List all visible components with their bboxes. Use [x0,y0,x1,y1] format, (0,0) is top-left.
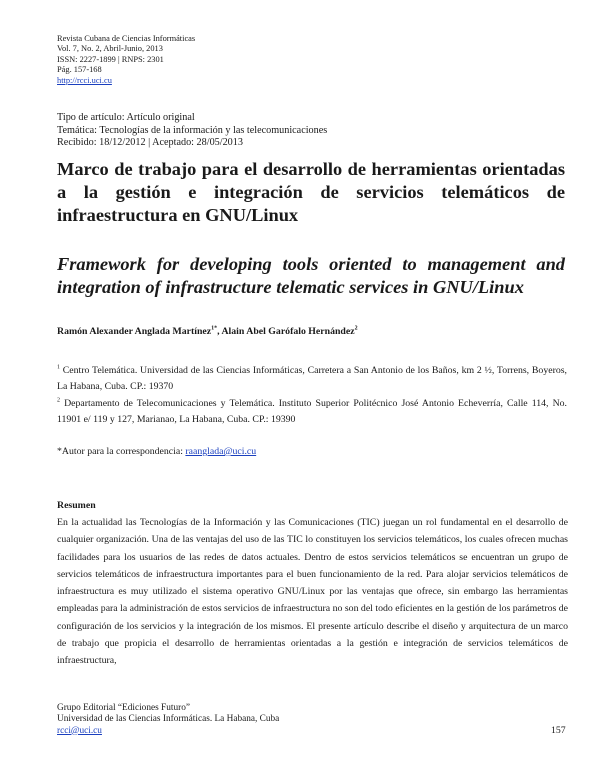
journal-name: Revista Cubana de Ciencias Informáticas [57,34,196,43]
journal-issn: ISSN: 2227-1899 | RNPS: 2301 [57,54,164,64]
article-type: Tipo de artículo: Artículo original [57,112,195,123]
title-english: Framework for developing tools oriented to management and integration of infrastructure telematic services in GNU/Linux [57,254,565,297]
footer-publisher: Grupo Editorial “Ediciones Futuro” [57,703,190,713]
footer-email-link[interactable]: rcci@uci.cu [57,725,102,736]
affiliation-2-text: Departamento de Telecomunicaciones y Telemática. Instituto Superior Politécnico José Antonio Echeverría, Calle 114, No. 11901 e/ 119 y 127, Marianao, La Habana, Cuba. CP.: 19390 [57,398,567,425]
correspondence-email-link[interactable]: raanglada@uci.cu [185,446,257,457]
resumen-body: En la actualidad las Tecnologías de la Información y las Comunicaciones (TIC) juegan un rol fundamental en el desarrollo de cualquier organización. Una de las ventajas del uso de las TIC lo constituyen los servicios telemáticos, los cuales ofrecen muchas facilidades para los usuarios de las redes de datos actuales. Dentro de estos servicios telemáticos se encuentran un grupo de servicios telemáticos de infraestructura importantes para el buen funcionamiento de la red. Para alojar servicios telemáticos de infraestructura es muy utilizado el sistema operativo GNU/Linux por las ventajas que ofrece, sin embargo las herramientas empleadas para la administración de estos servicios de infraestructura no son del todo eficientes en la gestión de los parámetros de configuración de los servicios y la integración de los mismos. El presente artículo describe el diseño y arquitectura de un marco de trabajo que propicia el desarrollo de herramientas orientadas a la gestión e integración de servicios telemáticos de infraestructura, [57,517,568,667]
article-meta [57,112,327,150]
journal-masthead [57,34,195,86]
page-footer [57,703,279,737]
correspondence [57,446,256,457]
affiliation-2 [57,396,567,428]
author-separator: , [217,326,222,337]
correspondence-label: *Autor para la correspondencia: [57,446,186,457]
page-number: 157 [551,725,566,736]
affiliation-1 [57,363,567,395]
title-spanish: Marco de trabajo para el desarrollo de herramientas orientadas a la gestión e integración de servicios telemáticos de infraestructura en GNU/Linux [57,159,565,225]
author-line [57,326,358,337]
author-1: Ramón Alexander Anglada Martínez [57,326,212,337]
author-2-sup: 2 [354,325,358,332]
affiliation-1-text: Centro Telemática. Universidad de las Ciencias Informáticas, Carretera a San Antonio de los Baños, km 2 ½, Torrens, Boyeros, La Habana, Cuba. CP.: 19370 [57,365,567,392]
author-2: Alain Abel Garófalo Hernández [221,326,355,337]
article-theme: Temática: Tecnologías de la información y las telecomunicaciones [57,124,328,136]
affiliation-1-sup: 1 [57,364,60,371]
footer-university: Universidad de las Ciencias Informáticas. La Habana, Cuba [57,714,280,725]
resumen-heading: Resumen [57,500,96,511]
article-dates: Recibido: 18/12/2012 | Aceptado: 28/05/2013 [57,137,243,149]
journal-pages: Pág. 157-168 [57,65,102,75]
journal-volume: Vol. 7, No. 2, Abril-Junio, 2013 [57,44,163,54]
affiliation-2-sup: 2 [57,397,60,404]
journal-url-link[interactable]: http://rcci.uci.cu [57,75,112,85]
author-1-sup: 1* [211,325,218,332]
